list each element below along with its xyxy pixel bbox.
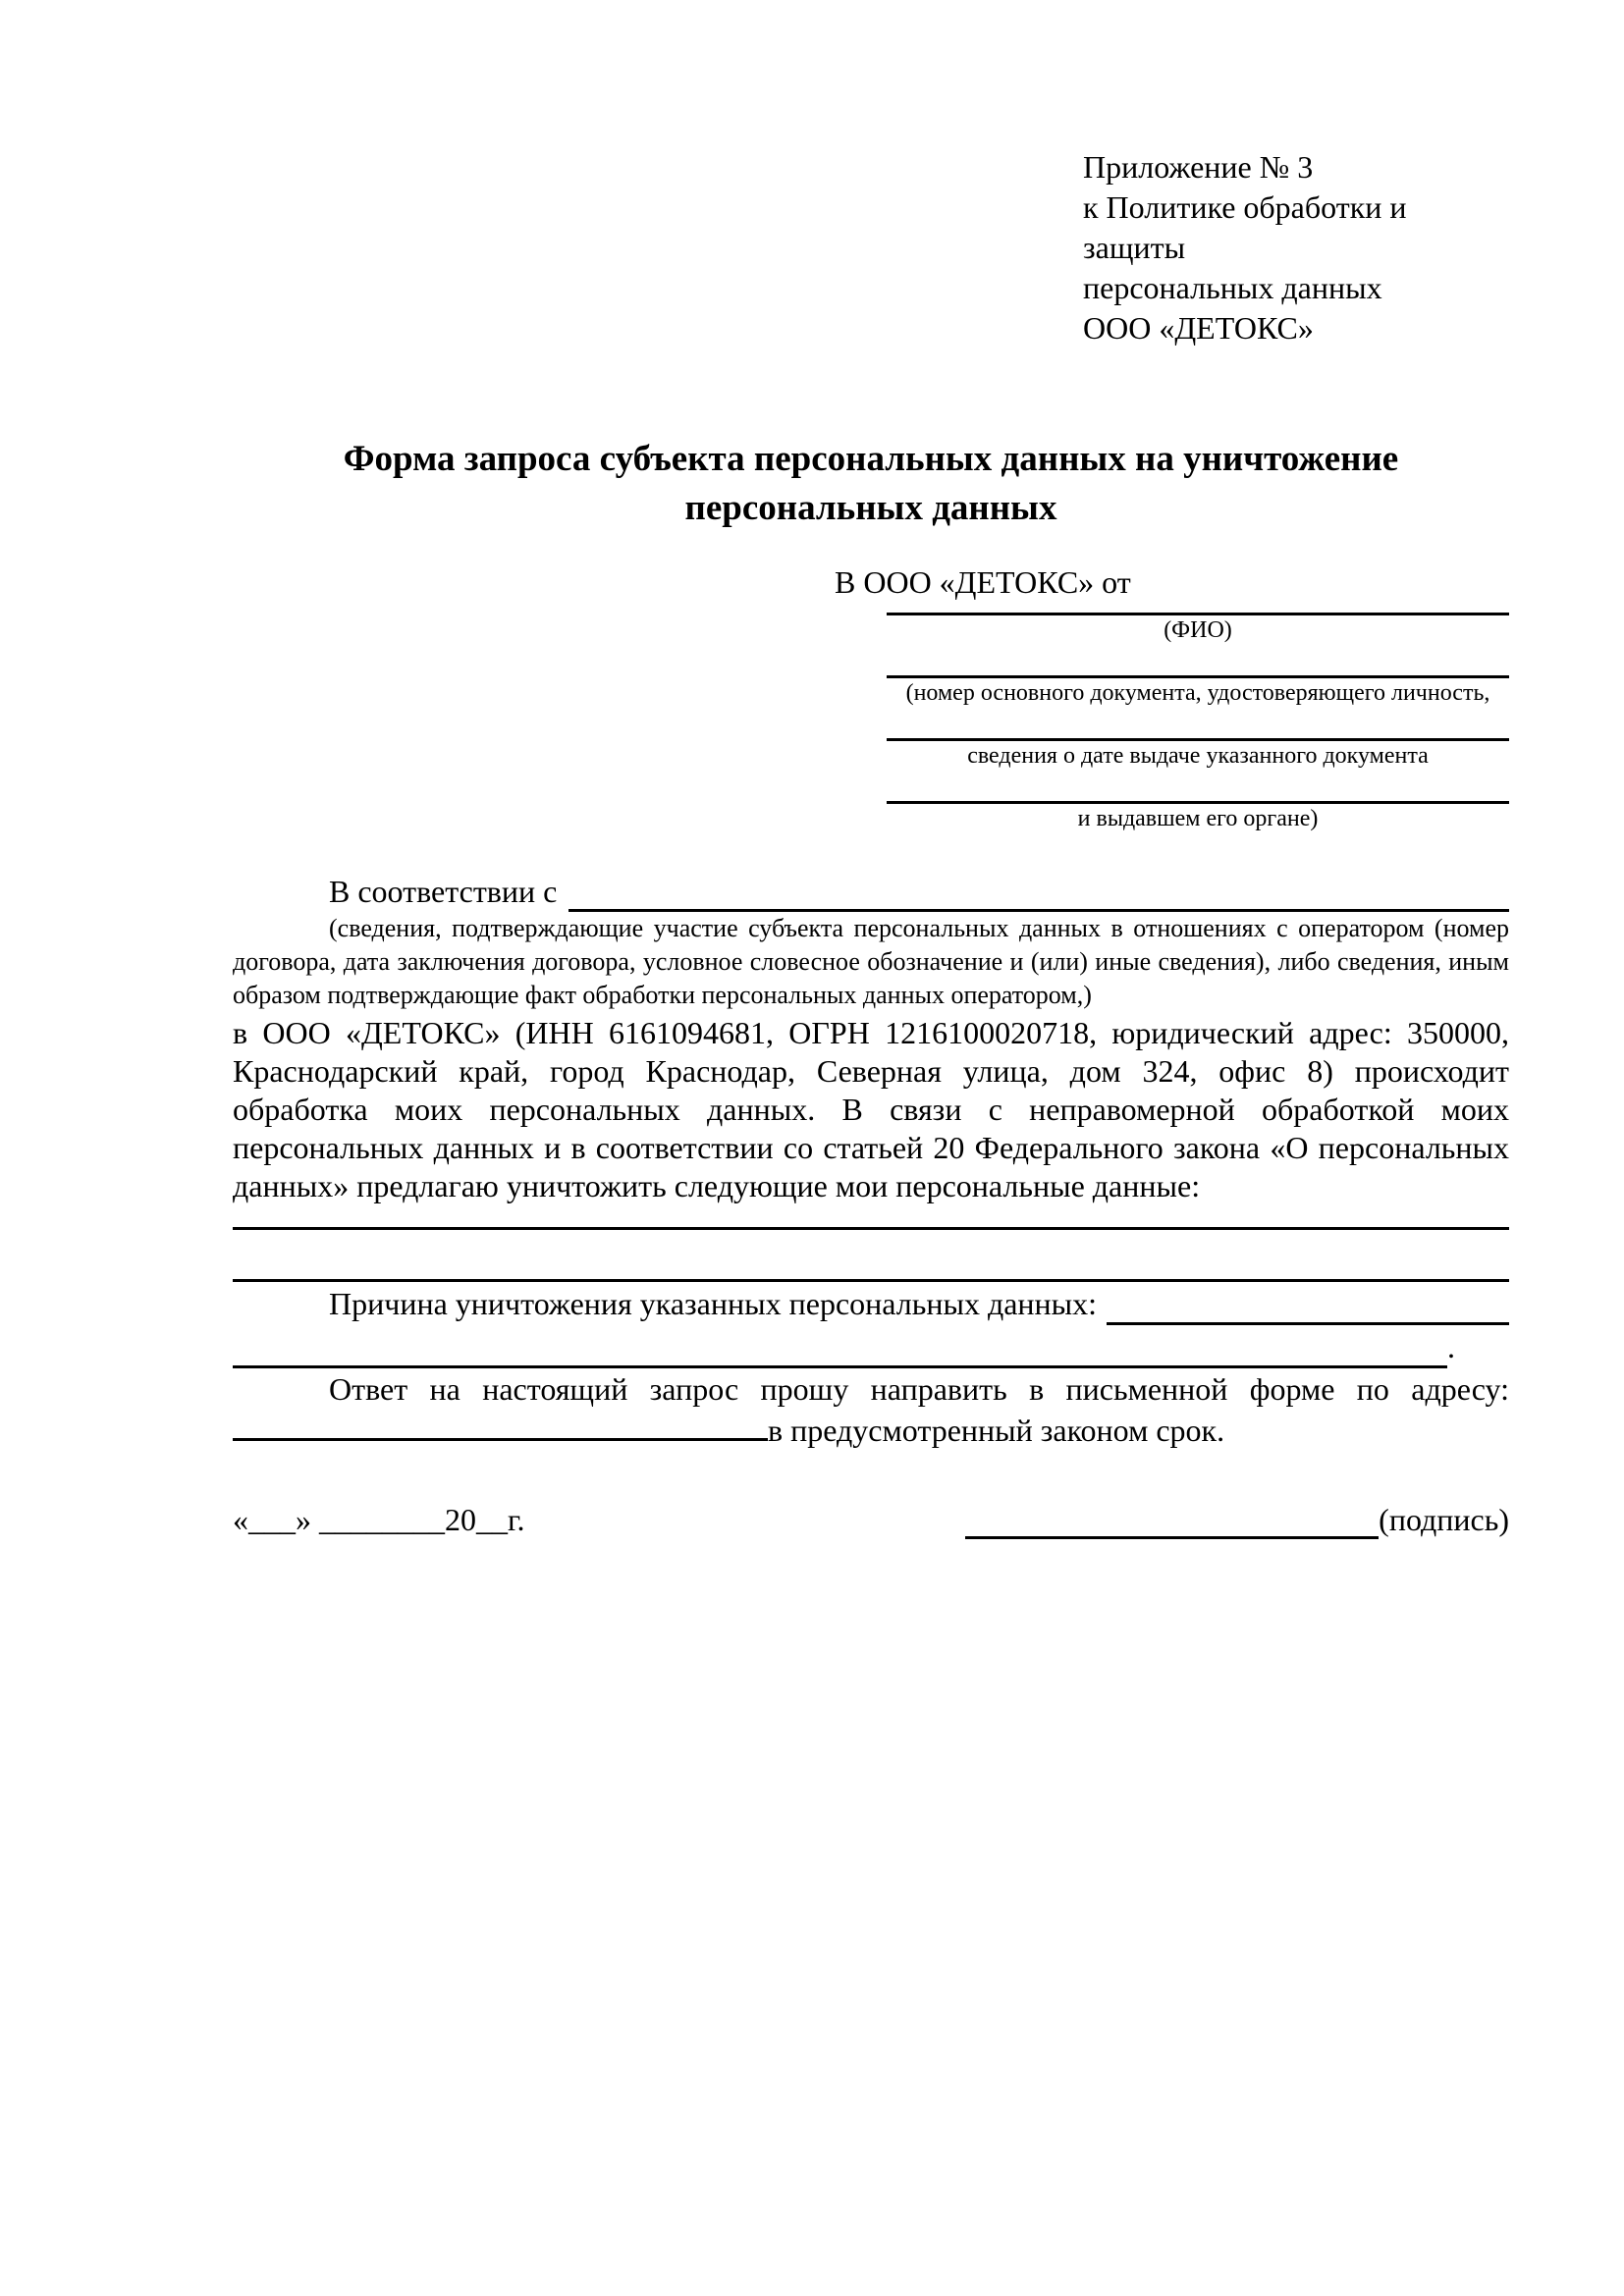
appendix-header (1083, 147, 1509, 348)
accordance-row (233, 871, 1509, 912)
appendix-header-line: к Политике обработки и защиты (1083, 189, 1407, 265)
accordance-lead: В соответствии с (329, 874, 558, 909)
form-title: Форма запроса субъекта персональных данных на уничтожение персональных данных (343, 439, 1399, 528)
document-number-caption: (номер основного документа, удостоверяющего личность, (905, 680, 1490, 706)
response-tail-text: в предусмотренный законом срок. (768, 1413, 1225, 1448)
reason-continuation-input-line[interactable] (233, 1331, 1447, 1368)
identity-field-row (887, 608, 1509, 645)
request-body-paragraph: в ООО «ДЕТОКС» (ИНН 6161094681, ОГРН 1216100020718, юридический адрес: 350000, Краснодарский край, город Краснодар, Северная улица, дом 324, офис 8) происходит обработка моих персональных данных. В связи с неправомерной обработкой моих персональных данных и в соответствии со статьей 20 Федерального закона «О персональных данных» предлагаю уничтожить следующие мои персональные данные: (233, 1015, 1509, 1203)
address-input-line[interactable] (233, 1410, 768, 1441)
identity-field-row (887, 796, 1509, 833)
addressee-line: В ООО «ДЕТОКС» от (835, 564, 1131, 600)
appendix-header-line: персональных данных (1083, 270, 1382, 305)
issue-date-input-line[interactable] (887, 733, 1509, 741)
reason-input-line[interactable] (1107, 1290, 1509, 1325)
line-terminator-period: . (1447, 1329, 1455, 1364)
personal-data-input-line-1[interactable] (233, 1205, 1509, 1230)
fio-caption: (ФИО) (1164, 617, 1232, 643)
signature-input-line[interactable] (965, 1506, 1379, 1539)
response-paragraph (233, 1368, 1509, 1451)
document-content (233, 0, 1509, 1539)
date-signature-row (233, 1500, 1509, 1539)
accordance-input-line[interactable] (568, 877, 1509, 912)
appendix-header-line: Приложение № 3 (1083, 149, 1314, 185)
issuing-authority-caption: и выдавшем его органе) (1077, 806, 1319, 831)
reason-lead: Причина уничтожения указанных персональных данных: (329, 1286, 1098, 1321)
personal-data-input-line-2[interactable] (233, 1230, 1509, 1282)
response-request-text: Ответ на настоящий запрос прошу направить в письменной форме по адресу: (329, 1371, 1509, 1407)
reason-row (233, 1282, 1509, 1325)
issuing-authority-input-line[interactable] (887, 796, 1509, 804)
issue-date-caption: сведения о дате выдаче указанного документа (967, 743, 1429, 769)
signature-caption: (подпись) (1379, 1502, 1509, 1537)
appendix-header-line: ООО «ДЕТОКС» (1083, 310, 1314, 346)
identity-fill-block (887, 608, 1509, 833)
signature-group (965, 1500, 1509, 1539)
reason-continuation-row (233, 1325, 1455, 1368)
fio-input-line[interactable] (887, 608, 1509, 615)
identity-field-row (887, 670, 1509, 708)
identity-field-row (887, 733, 1509, 771)
accordance-note: (сведения, подтверждающие участие субъекта персональных данных в отношениях с оператором (номер договора, дата заключения договора, условное словесное обозначение и (или) иные сведения), либо сведения, иным образом подтверждающие факт обработки персональных данных оператором,) (233, 914, 1509, 1009)
date-fill-field[interactable]: «___» ________20__г. (233, 1502, 525, 1537)
document-number-input-line[interactable] (887, 670, 1509, 678)
